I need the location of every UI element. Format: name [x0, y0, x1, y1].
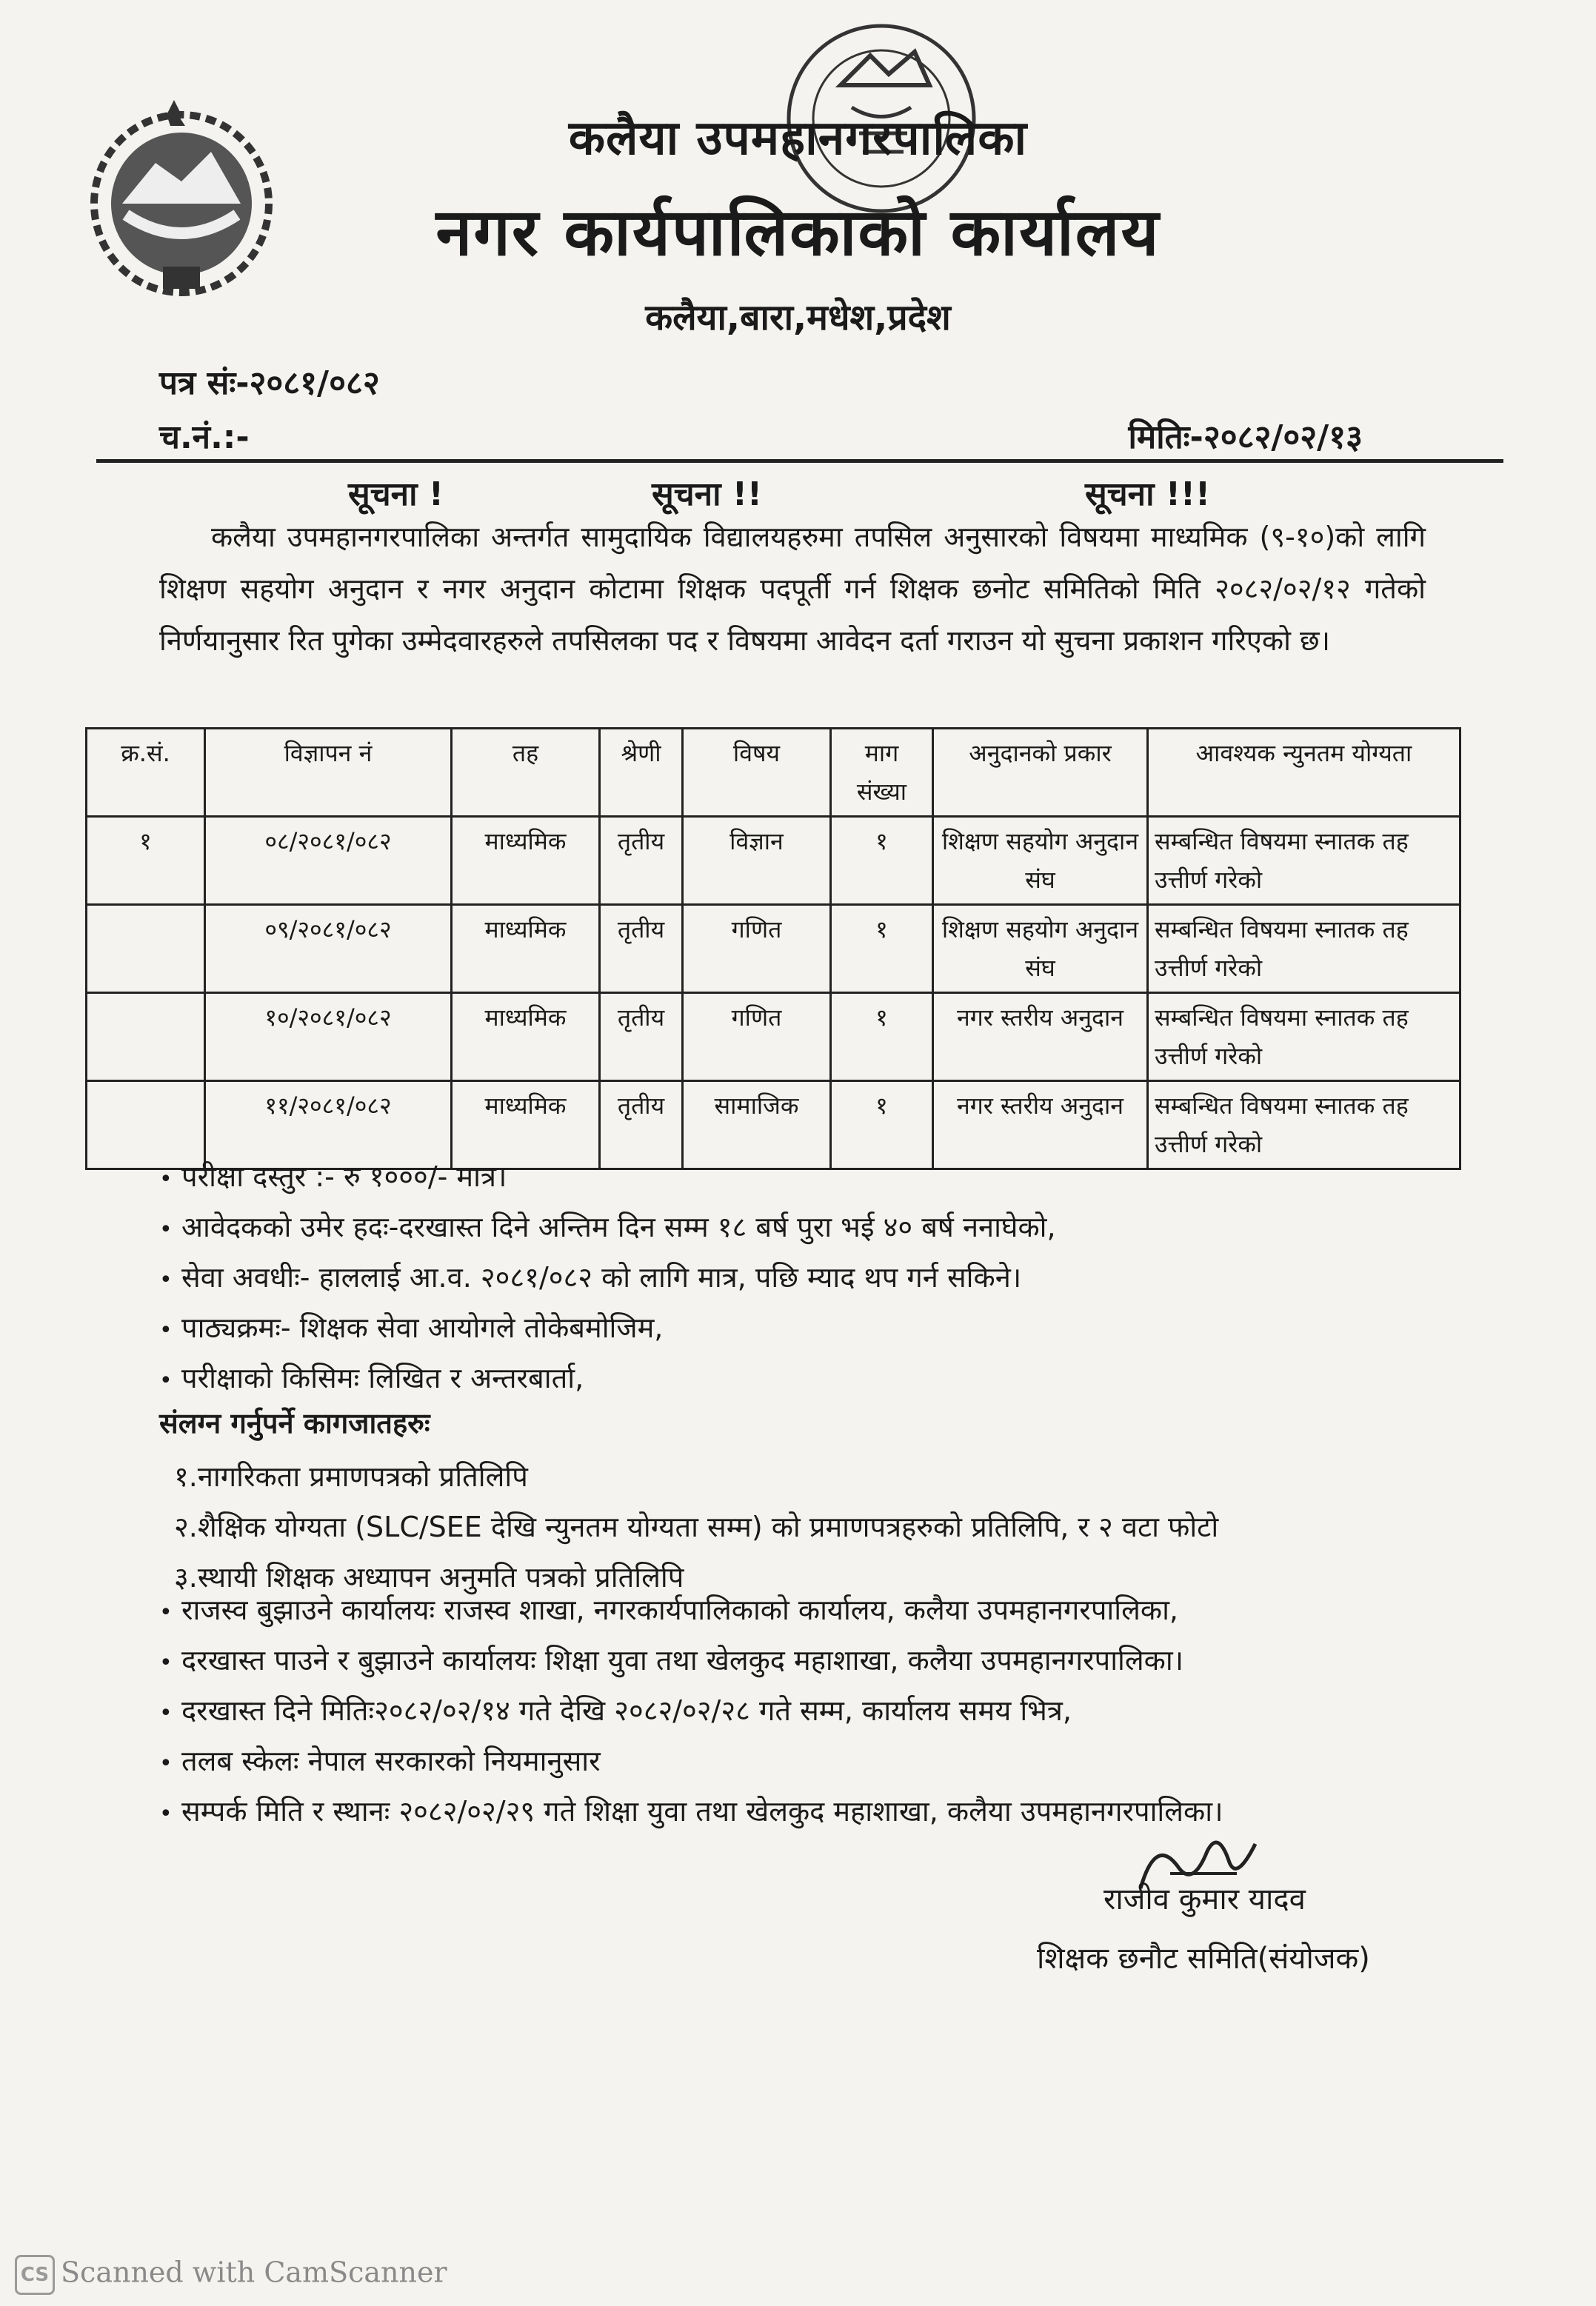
scanner-text: Scanned with CamScanner — [61, 2256, 447, 2289]
list-item: • दरखास्त दिने मितिः२०८२/०२/१४ गते देखि २०८२/०२/२८ गते सम्म, कार्यालय समय भित्र, — [159, 1685, 1522, 1736]
notice-headings — [0, 470, 1596, 515]
cell-grade: तृतीय — [600, 993, 683, 1081]
bullet-icon: • — [159, 1801, 173, 1827]
list-item: • तलब स्केलः नेपाल सरकारको नियमानुसार — [159, 1736, 1522, 1786]
cell-grade: तृतीय — [600, 1081, 683, 1169]
cell-qualification: सम्बन्धित विषयमा स्नातक तह उत्तीर्ण गरेको — [1148, 1081, 1460, 1169]
table-header-row — [87, 729, 1460, 817]
cell-ad-no: ०८/२०८१/०८२ — [205, 817, 452, 905]
cell-qualification: सम्बन्धित विषयमा स्नातक तह उत्तीर्ण गरेको — [1148, 905, 1460, 993]
cell-ad-no: १०/२०८१/०८२ — [205, 993, 452, 1081]
cell-grant-type: शिक्षण सहयोग अनुदान संघ — [933, 817, 1148, 905]
cell-subject: गणित — [683, 993, 831, 1081]
cell-level: माध्यमिक — [452, 817, 600, 905]
cell-subject: गणित — [683, 905, 831, 993]
cell-grant-type: नगर स्तरीय अनुदान — [933, 993, 1148, 1081]
letter-date: मितिः-२०८२/०२/१३ — [1128, 418, 1363, 456]
cell-level: माध्यमिक — [452, 905, 600, 993]
table-row — [87, 905, 1460, 993]
documents-heading: संलग्न गर्नुपर्ने कागजातहरुः — [159, 1407, 430, 1440]
notice-heading: सूचना ! — [348, 475, 444, 513]
camscanner-logo-icon: CS — [15, 2255, 55, 2295]
col-header-grant-type: अनुदानको प्रकार — [933, 729, 1148, 817]
cell-serial: १ — [87, 817, 205, 905]
table-row — [87, 817, 1460, 905]
bullet-icon: • — [159, 1267, 173, 1293]
col-header-level: तह — [452, 729, 600, 817]
cell-ad-no: ०९/२०८१/०८२ — [205, 905, 452, 993]
list-item: • परीक्षाको किसिमः लिखित र अन्तरबार्ता, — [159, 1353, 1492, 1403]
cell-ad-no: ११/२०८१/०८२ — [205, 1081, 452, 1169]
cell-demand: १ — [831, 817, 933, 905]
cell-grant-type: शिक्षण सहयोग अनुदान संघ — [933, 905, 1148, 993]
list-item: • पाठ्यक्रमः- शिक्षक सेवा आयोगले तोकेबमोजिम, — [159, 1303, 1492, 1353]
notice-intro: कलैया उपमहानगरपालिका अन्तर्गत सामुदायिक विद्यालयहरुमा तपसिल अनुसारको विषयमा माध्यमिक (९-१०)को लागि शिक्षण सहयोग अनुदान र नगर अनुदान कोटामा शिक्षक पदपूर्ती गर्न शिक्षक छनोट समितिको मिति २०८२/०२/१२ गतेको निर्णयानुसार रित पुगेका उम्मेदवारहरुले तपसिलका पद र विषयमा आवेदन दर्ता गराउन यो सुचना प्रकाशन गरिएको छ। — [159, 521, 1426, 657]
list-item: • दरखास्त पाउने र बुझाउने कार्यालयः शिक्षा युवा तथा खेलकुद महाशाखा, कलैया उपमहानगरपालिका। — [159, 1635, 1522, 1685]
bullet-icon: • — [159, 1600, 173, 1625]
cell-level: माध्यमिक — [452, 993, 600, 1081]
bullet-icon: • — [159, 1317, 173, 1343]
bullet-icon: • — [159, 1751, 173, 1777]
cell-demand: १ — [831, 993, 933, 1081]
cell-demand: १ — [831, 1081, 933, 1169]
office-name: नगर कार्यपालिकाको कार्यालय — [435, 194, 1161, 270]
cell-grade: तृतीय — [600, 817, 683, 905]
cell-grade: तृतीय — [600, 905, 683, 993]
list-item: २.शैक्षिक योग्यता (SLC/SEE देखि न्युनतम योग्यता सम्म) को प्रमाणपत्रहरुको प्रतिलिपि, र २ वटा फोटो — [174, 1511, 1219, 1543]
vacancy-table — [85, 727, 1461, 1170]
bullet-icon: • — [159, 1217, 173, 1243]
list-item: • राजस्व बुझाउने कार्यालयः राजस्व शाखा, नगरकार्यपालिकाको कार्यालय, कलैया उपमहानगरपालिका, — [159, 1585, 1522, 1635]
signatory-name: राजीव कुमार यादव — [1103, 1882, 1306, 1916]
additional-conditions-list — [159, 1585, 1522, 1837]
cell-subject: सामाजिक — [683, 1081, 831, 1169]
cell-serial — [87, 905, 205, 993]
documents-list — [174, 1451, 1218, 1602]
list-item: • परीक्षा दस्तुर :- रु १०००/- मात्र। — [159, 1152, 1492, 1202]
bullet-icon: • — [159, 1700, 173, 1726]
notice-heading: सूचना !! — [652, 475, 762, 513]
list-item: १.नागरिकता प्रमाणपत्रको प्रतिलिपि — [174, 1460, 528, 1493]
col-header-qualification: आवश्यक न्युनतम योग्यता — [1148, 729, 1460, 817]
list-item: • सेवा अवधीः- हाललाई आ.व. २०८१/०८२ को लागि मात्र, पछि म्याद थप गर्न सकिने। — [159, 1252, 1492, 1303]
cell-level: माध्यमिक — [452, 1081, 600, 1169]
scanner-watermark — [15, 2255, 447, 2295]
cell-grant-type: नगर स्तरीय अनुदान — [933, 1081, 1148, 1169]
cell-subject: विज्ञान — [683, 817, 831, 905]
col-header-ad-no: विज्ञापन नं — [205, 729, 452, 817]
list-item: • सम्पर्क मिति र स्थानः २०८२/०२/२९ गते शिक्षा युवा तथा खेलकुद महाशाखा, कलैया उपमहानगरपालिका। — [159, 1786, 1522, 1837]
dispatch-no: च.नं.:- — [159, 418, 250, 456]
table-row — [87, 993, 1460, 1081]
col-header-serial: क्र.सं. — [87, 729, 205, 817]
bullet-icon: • — [159, 1166, 173, 1192]
notice-heading: सूचना !!! — [1085, 475, 1211, 513]
cell-demand: १ — [831, 905, 933, 993]
col-header-subject: विषय — [683, 729, 831, 817]
cell-qualification: सम्बन्धित विषयमा स्नातक तह उत्तीर्ण गरेको — [1148, 817, 1460, 905]
col-header-grade: श्रेणी — [600, 729, 683, 817]
bullet-icon: • — [159, 1650, 173, 1676]
cell-serial — [87, 993, 205, 1081]
header-divider — [96, 459, 1503, 463]
col-header-demand: माग संख्या — [831, 729, 933, 817]
municipality-name: कलैया उपमहानगरपालिका — [568, 111, 1028, 166]
letter-ref-no: पत्र संः-२०८१/०८२ — [159, 364, 380, 402]
cell-qualification: सम्बन्धित विषयमा स्नातक तह उत्तीर्ण गरेको — [1148, 993, 1460, 1081]
list-item: • आवेदकको उमेर हदः-दरखास्त दिने अन्तिम दिन सम्म १८ बर्ष पुरा भई ४० बर्ष ननाघेको, — [159, 1202, 1492, 1252]
signatory-title: शिक्षक छनौट समिति(संयोजक) — [1037, 1942, 1370, 1976]
office-address: कलैया,बारा,मधेश,प्रदेश — [645, 297, 951, 338]
list-item: ३.स्थायी शिक्षक अध्यापन अनुमति पत्रको प्रतिलिपि — [174, 1561, 684, 1594]
conditions-list — [159, 1152, 1492, 1403]
bullet-icon: • — [159, 1368, 173, 1394]
